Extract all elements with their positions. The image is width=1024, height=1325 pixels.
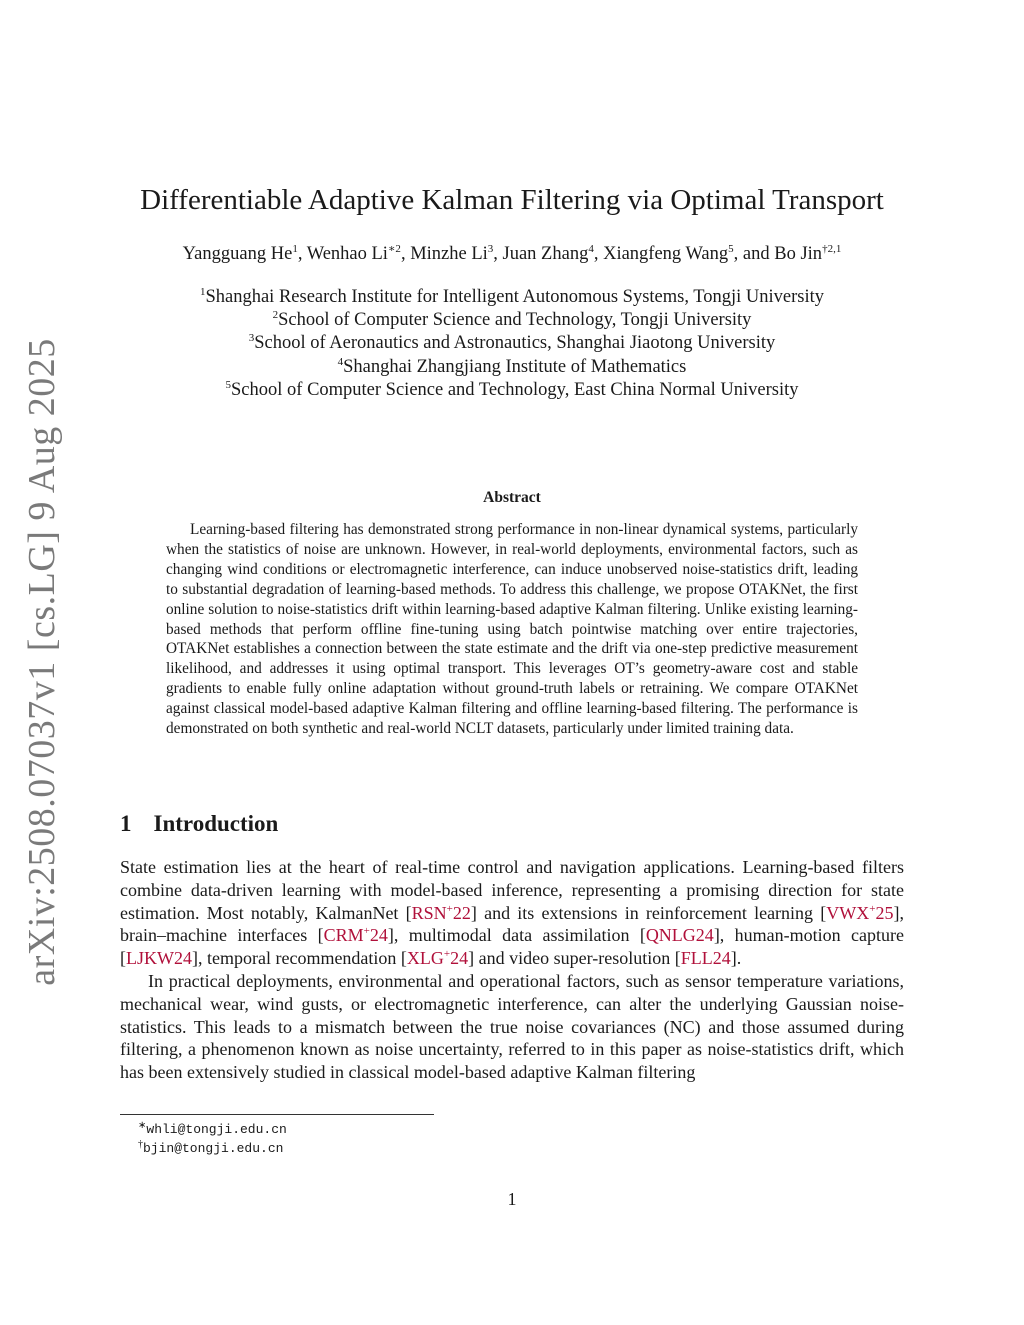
affiliation-list: [0, 286, 1024, 402]
affiliation: $^2$School of Computer Science and Technology, Tongji University: [272, 309, 752, 331]
citation-link[interactable]: XLG+24: [406, 948, 469, 969]
paragraph: State estimation lies at the heart of real-time control and navigation applications. Learning-based filters combine data-driven learning with model-based inference, representing a promising direction for state estimation. Most notably, KalmanNet [RSN+22] and its extensions in reinforcement learning [VWX+25], brain–machine interfaces [CRM+24], multimodal data assimilation [QNLG24], human-motion capture [LJKW24], temporal recommendation [XLG+24] and video super-resolution [FLL24].: [120, 857, 904, 969]
abstract-heading: Abstract: [483, 489, 541, 506]
footnotes: [138, 1120, 287, 1158]
author: Juan Zhang$^4$,: [502, 243, 604, 264]
section-number: 1: [120, 811, 132, 836]
author: Wenhao $Li^{∗2}$,: [306, 243, 411, 264]
section-title: Introduction: [153, 811, 279, 836]
author: Minzhe Li$^3$,: [410, 243, 503, 264]
footnote: ∗whli@tongji.edu.cn: [138, 1120, 287, 1137]
footnote: †bjin@tongji.edu.cn: [138, 1139, 284, 1156]
affiliation: $^1$Shanghai Research Institute for Intelligent Autonomous Systems, Tongji University: [199, 286, 825, 307]
citation-link[interactable]: CRM+24: [323, 925, 388, 946]
author: Bo Jin$^{\dagger 2,1}$: [774, 243, 842, 264]
arxiv-identifier[interactable]: arXiv:2508.07037v1 [cs.LG] 9 Aug 2025: [21, 338, 63, 986]
abstract-body: Learning-based filtering has demonstrated strong performance in non-linear dynamical systems, particularly when the statistics of noise are unknown. However, in real-world deployments, environmental factors, such as changing wind conditions or electromagnetic interference, can induce unobserved noise-statistics drift, leading to substantial degradation of learning-based methods. To address this challenge, we propose OTAKNet, the first online solution to noise-statistics drift within learning-based adaptive Kalman filtering. Unlike existing learning-based methods that perform offline fine-tuning using batch pointwise matching over entire trajectories, OTAKNet establishes a connection between the state estimate and the drift via one-step predictive measurement likelihood, and addresses it using optimal transport. This leverages OT’s geometry-aware cost and stable gradients to enable fully online adaptation without ground-truth labels or retraining. We compare OTAKNet against classical model-based adaptive Kalman filtering and offline learning-based filtering. The performance is demonstrated on both synthetic and real-world NCLT datasets, particularly under limited training data.: [166, 521, 858, 738]
citation-link[interactable]: LJKW24: [126, 948, 192, 969]
section-heading: [120, 811, 278, 837]
citation-link[interactable]: VWX+25: [826, 902, 894, 923]
author: Yangguang He$^1$,: [182, 243, 307, 264]
author: Xiangfeng Wang$^5$, and: [603, 243, 775, 264]
author-list: [0, 244, 1024, 265]
citation-link[interactable]: FLL24: [680, 948, 731, 969]
affiliation: $^3$School of Aeronautics and Astronautics, Shanghai Jiaotong University: [248, 332, 776, 354]
paper-title: Differentiable Adaptive Kalman Filtering via Optimal Transport: [140, 184, 884, 216]
paragraph: In practical deployments, environmental and operational factors, such as sensor temperature variations, mechanical wear, wind gusts, or electromagnetic interference, can alter the underlying Gaussian noise-statistics. This leads to a mismatch between the true noise covariances (NC) and those assumed during filtering, a phenomenon known as noise uncertainty, referred to in this paper as noise-statistics drift, which has been extensively studied in classical model-based adaptive Kalman filtering: [120, 970, 904, 1083]
affiliation: $^4$Shanghai Zhangjiang Institute of Mathematics: [337, 355, 687, 377]
citation-link[interactable]: RSN+22: [411, 902, 471, 923]
affiliation: $^5$School of Computer Science and Technology, East China Normal University: [225, 378, 799, 400]
body-text: [120, 856, 904, 1084]
citation-link[interactable]: QNLG24: [645, 925, 714, 946]
page-number: 1: [507, 1189, 517, 1209]
footnote-divider: [120, 1114, 434, 1115]
